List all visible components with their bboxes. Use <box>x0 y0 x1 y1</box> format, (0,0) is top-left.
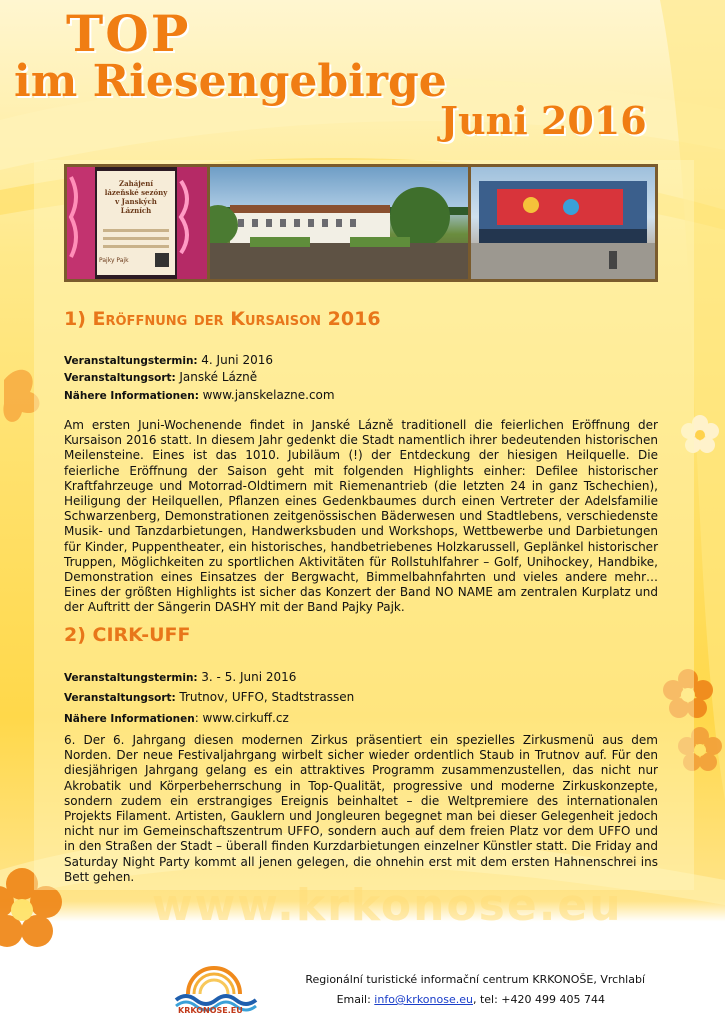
watermark: www.krkonose.eu <box>152 880 623 931</box>
section-2-info <box>64 711 289 725</box>
section-2-place <box>64 690 354 704</box>
section-1-info-link[interactable]: www.janskelazne.com <box>202 388 335 402</box>
footer-organization: Regionální turistické informační centrum KRKONOŠE, Vrchlabí <box>305 973 645 986</box>
section-2-date-value: 3. - 5. Juni 2016 <box>201 670 297 684</box>
poster-title: Zahájení lázeňské sezóny v Janských Lázních <box>104 179 168 215</box>
section-1-info-label: Nähere Informationen: <box>64 390 199 402</box>
uffo-building-photo <box>471 167 655 279</box>
section-1-info <box>64 388 335 402</box>
section-2-date <box>64 670 296 684</box>
section-1-date-label: Veranstaltungstermin: <box>64 355 198 367</box>
section-1-place-value: Janské Lázně <box>179 370 258 384</box>
section-2-text: 6. Der 6. Jahrgang diesen modernen Zirkus präsentiert ein spezielles Zirkusmenü aus dem Norden. Der neue Festivaljahrgang wirbelt sicher wieder ordentlich Staub in Trutnov auf. Für den diesjährigen Jahrgang gelang es ein attraktives Programm zusammenzustellen, das nicht nur Akrobatik und Körperbeherrschung in Top-Qualität, progressive und moderne Zirkuskonzepte, sondern zudem ein erstrangiges Ereignis beinhaltet – die Weltpremiere des internationalen Projekts Filament. Artisten, Gauklern und Jongleuren begegnet man bei dieser Gelegenheit jedoch nicht nur im Gemeinschaftszentrum UFFO, sondern auch auf dem freien Platz vor dem UFFO und in den Straßen der Stadt – überall finden Kurzdarbietungen einzelner Künstler statt. Die Friday and Saturday Night Party kommt all jenen gelegen, die ohnehin erst mit dem ersten Hahnenschrei ins Bett gehen. <box>64 733 658 884</box>
section-2-place-value: Trutnov, UFFO, Stadtstrassen <box>179 690 355 704</box>
section-2-place-label: Veranstaltungsort: <box>64 692 176 704</box>
footer-email-link[interactable]: info@krkonose.eu <box>374 993 473 1006</box>
krkonose-logo <box>170 962 258 1018</box>
section-2-info-label: Nähere Informationen <box>64 713 195 725</box>
event-poster-image <box>67 167 207 279</box>
footer-phone: , tel: +420 499 405 744 <box>472 993 605 1006</box>
section-1-place <box>64 370 257 384</box>
logo-text: KRKONOSE.EU <box>178 1006 243 1015</box>
footer <box>0 950 725 1024</box>
footer-contact <box>337 993 605 1006</box>
section-1-date <box>64 353 273 367</box>
title-top: TOP <box>66 4 191 63</box>
section-2-date-label: Veranstaltungstermin: <box>64 672 198 684</box>
section-1-heading: 1) Eröffnung der Kursaison 2016 <box>64 308 381 330</box>
photo-strip <box>64 164 658 282</box>
section-1-text: Am ersten Juni-Wochenende findet in Janské Lázně traditionell die feierlichen Eröffnung der Kursaison 2016 statt. In diesem Jahr gedenkt die Stadt namentlich ihrer bedeutenden historischen Meilensteine. Eines ist das 1010. Jubiläum (!) der Entdeckung der hiesigen Heilquelle. Die feierliche Eröffnung der Saison geht mit folgenden Highlights einher: Defilee historischer Kraftfahrzeuge und Motorrad-Oldtimern mit Riemenantrieb (die letzten 24 in ganz Tschechien), Heiligung der Heilquellen, Pflanzen eines Gedenkbaumes durch einen Vertreter der Adelsfamilie Schwarzenberg, Demonstrationen zeitgenössischen Bäderwesen und Stadtlebens, verschiedenste Musik- und Tanzdarbietungen, Handwerksbuden und Workshops, Wettbewerbe und Darbietungen für Kinder, Puppentheater, ein historisches, handbetriebenes Holzkarussell, Geplänkel historischer Truppen, Möglichkeiten zu sportlichen Aktivitäten für Rollstuhlfahrer – Golf, Unihockey, Handbike, Demonstration eines Einsatzes der Bergwacht, Bimmelbahnfahrten und vieles andere mehr… Eines der größten Highlights ist sicher das Konzert der Band NO NAME am zentralen Kurplatz und der Auftritt der Sängerin DASHY mit der Band Pajky Pajk. <box>64 418 658 615</box>
footer-email-label: Email: <box>336 993 375 1006</box>
title-subtitle: im Riesengebirge <box>14 56 447 107</box>
section-1-place-label: Veranstaltungsort: <box>64 372 176 384</box>
poster-band: Pajky Pajk <box>99 257 129 264</box>
section-2-info-link[interactable]: : www.cirkuff.cz <box>194 711 289 725</box>
section-2-heading: 2) CIRK-UFF <box>64 624 191 646</box>
title-month: Juni 2016 <box>440 98 647 143</box>
section-1-date-value: 4. Juni 2016 <box>201 353 273 367</box>
spa-town-photo <box>210 167 468 279</box>
